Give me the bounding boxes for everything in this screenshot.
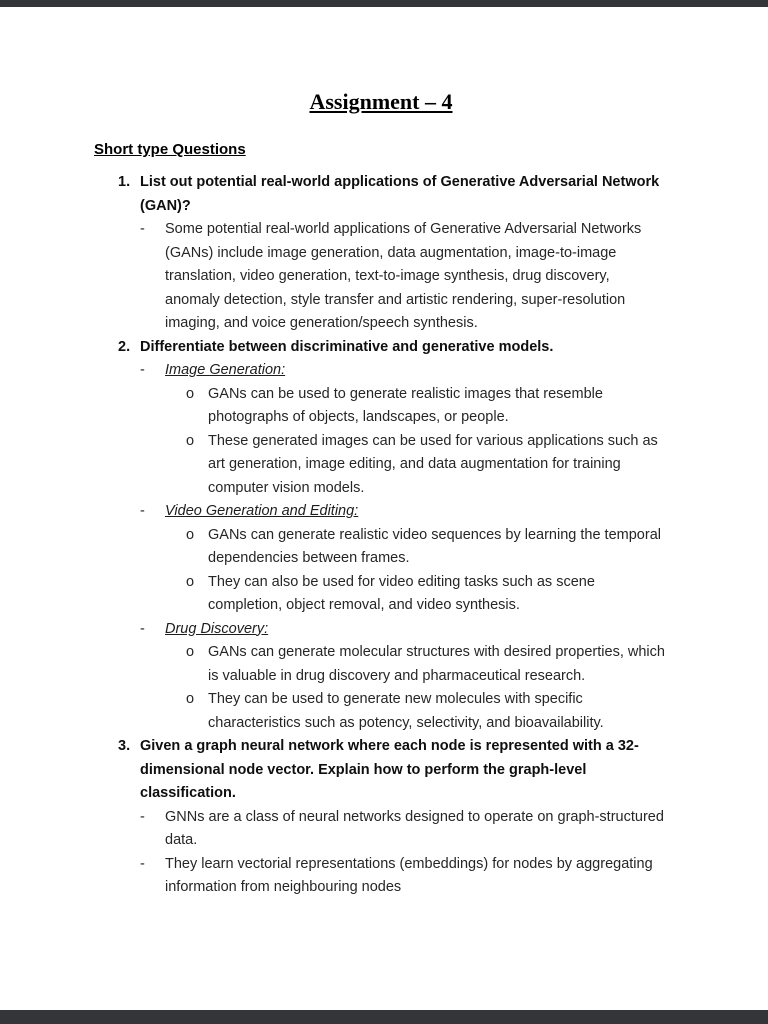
question-3-answer — [94, 806, 668, 853]
group-heading-text: Drug Discovery: — [165, 620, 269, 637]
question-3-text: Given a graph neural network where each node is represented with a 32-dimensional node vector. Explain how to perform the graph-level classification. — [140, 738, 639, 801]
group-heading-drug-discovery — [94, 618, 668, 642]
group-heading-video-generation — [94, 500, 668, 524]
circle-bullet: o — [186, 644, 195, 660]
question-2-text: Differentiate between discriminative and generative models. — [140, 338, 554, 355]
circle-bullet: o — [186, 526, 195, 543]
answer-text: Some potential real-world applications of Generative Adversarial Networks (GANs) include image generation, data augmentation, image-to-image translation, video generation, text-to-image synthesis, drug discovery, anomaly detection, style transfer and artistic rendering, super-resolution imaging, and voice generation/speech synthesis. — [165, 221, 642, 331]
bullet-point — [94, 641, 668, 688]
dash-bullet: - — [140, 808, 145, 825]
question-3-answer — [94, 853, 668, 900]
bullet-text: They can also be used for video editing tasks such as scene completion, object removal, and video synthesis. — [208, 573, 595, 613]
dash-bullet: - — [140, 221, 145, 237]
dash-bullet: - — [140, 362, 145, 378]
bullet-text: GANs can generate realistic video sequences by learning the temporal dependencies between frames. — [208, 526, 661, 566]
dash-bullet: - — [140, 855, 145, 872]
section-heading: Short type Questions — [94, 141, 246, 158]
question-3 — [94, 735, 668, 806]
bullet-text: GANs can be used to generate realistic images that resemble photographs of objects, landscapes, or people. — [208, 385, 603, 425]
group-heading-image-generation — [94, 359, 668, 383]
answer-text: They learn vectorial representations (embeddings) for nodes by aggregating information from neighbouring nodes — [165, 855, 653, 895]
dash-bullet: - — [140, 503, 145, 519]
group-heading-text: Image Generation: — [165, 362, 286, 378]
question-1 — [94, 171, 668, 218]
circle-bullet: o — [186, 432, 195, 449]
document-title: Assignment – 4 — [309, 89, 453, 114]
dash-bullet: - — [140, 620, 145, 637]
bullet-text: These generated images can be used for various applications such as art generation, image editing, and data augmentation for training computer vision models. — [208, 432, 658, 496]
question-2 — [94, 336, 668, 360]
bullet-point — [94, 688, 668, 735]
bullet-point — [94, 383, 668, 430]
circle-bullet: o — [186, 573, 195, 590]
question-2-number: 2. — [118, 338, 131, 355]
bullet-text: GANs can generate molecular structures with desired properties, which is valuable in drug discovery and pharmaceutical research. — [208, 644, 665, 684]
bullet-point — [94, 571, 668, 618]
question-1-answer — [94, 218, 668, 336]
answer-text: GNNs are a class of neural networks designed to operate on graph-structured data. — [165, 808, 664, 848]
question-1-number: 1. — [118, 174, 131, 190]
circle-bullet: o — [186, 385, 195, 402]
bullet-text: They can be used to generate new molecules with specific characteristics such as potency, selectivity, and bioavailability. — [208, 691, 604, 731]
group-heading-text: Video Generation and Editing: — [165, 503, 359, 519]
circle-bullet: o — [186, 691, 195, 707]
bullet-point — [94, 430, 668, 501]
question-3-number: 3. — [118, 738, 131, 754]
bullet-point — [94, 524, 668, 571]
question-1-text: List out potential real-world applications of Generative Adversarial Network (GAN)? — [140, 174, 660, 214]
document-page — [0, 7, 768, 1010]
